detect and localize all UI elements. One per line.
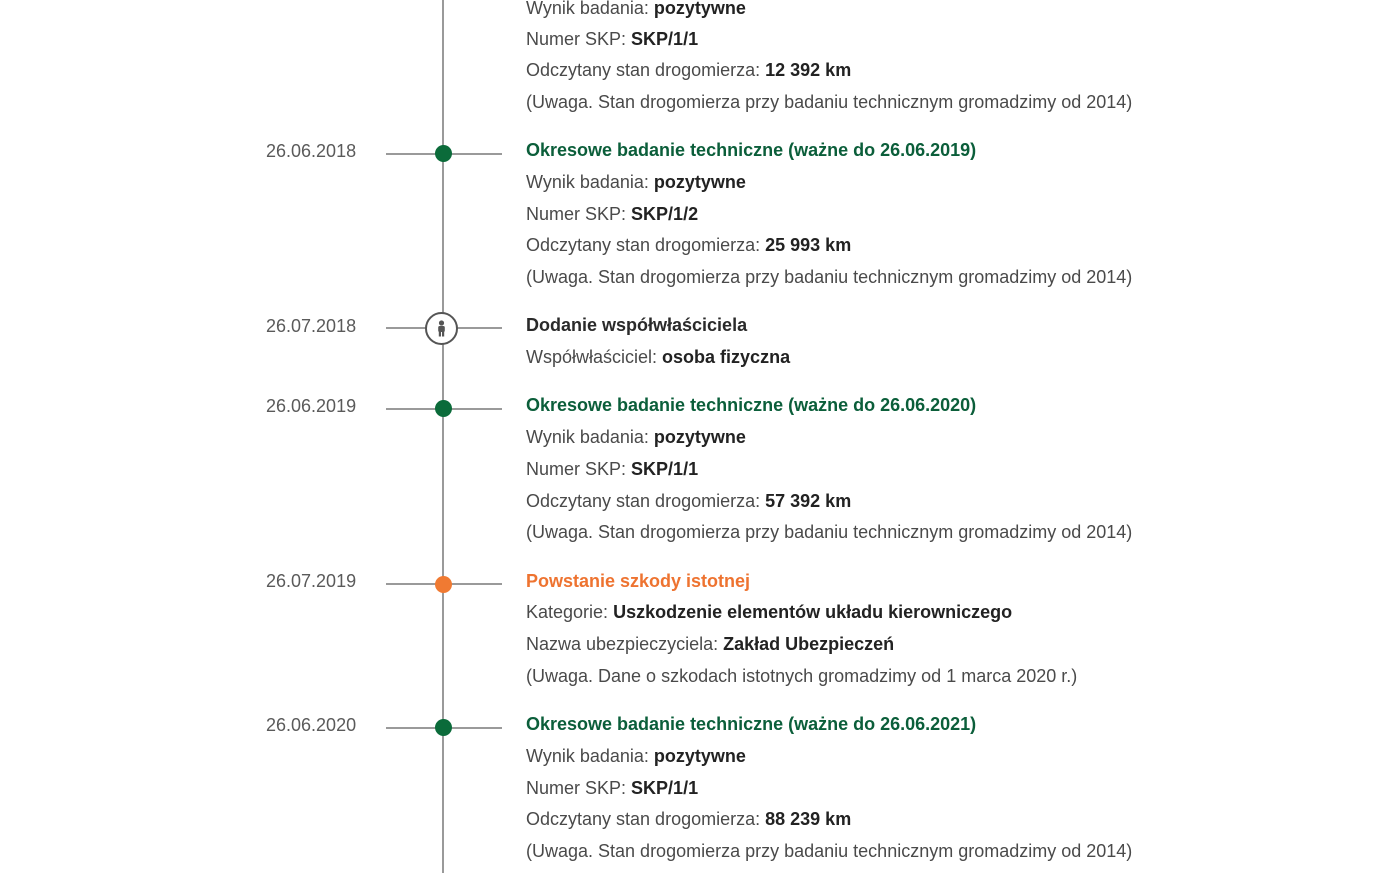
detail-line: Nazwa ubezpieczyciela: Zakład Ubezpieczeń xyxy=(526,634,895,654)
orange-dot-icon xyxy=(435,576,452,593)
detail-line: Odczytany stan drogomierza: 25 993 km xyxy=(526,235,852,255)
detail-line: Wynik badania: pozytywne xyxy=(526,0,746,18)
event-date: 26.06.2019 xyxy=(266,396,357,416)
detail-line: Wynik badania: pozytywne xyxy=(526,427,746,447)
event-date: 26.06.2018 xyxy=(266,141,357,161)
event-title: Dodanie współwłaściciela xyxy=(526,315,748,335)
event-date: 26.06.2020 xyxy=(266,715,357,735)
detail-line: Odczytany stan drogomierza: 12 392 km xyxy=(526,60,852,80)
note-text: (Uwaga. Stan drogomierza przy badaniu technicznym gromadzimy od 2014) xyxy=(526,841,1133,861)
detail-line: Numer SKP: SKP/1/1 xyxy=(526,29,699,49)
green-dot-icon xyxy=(435,719,452,736)
detail-line: Odczytany stan drogomierza: 88 239 km xyxy=(526,809,852,829)
detail-line: Numer SKP: SKP/1/2 xyxy=(526,204,699,224)
detail-line: Odczytany stan drogomierza: 57 392 km xyxy=(526,491,852,511)
event-title: Powstanie szkody istotnej xyxy=(526,571,751,591)
event-date: 26.07.2019 xyxy=(266,571,357,591)
note-text: (Uwaga. Stan drogomierza przy badaniu technicznym gromadzimy od 2014) xyxy=(526,267,1133,287)
timeline-axis xyxy=(442,0,444,873)
green-dot-icon xyxy=(435,400,452,417)
detail-line: Numer SKP: SKP/1/1 xyxy=(526,778,699,798)
detail-line: Kategorie: Uszkodzenie elementów układu kierowniczego xyxy=(526,602,1013,622)
event-date: 26.07.2018 xyxy=(266,316,357,336)
event-title: Okresowe badanie techniczne (ważne do 26.06.2019) xyxy=(526,140,977,160)
green-dot-icon xyxy=(435,145,452,162)
note-text: (Uwaga. Dane o szkodach istotnych gromadzimy od 1 marca 2020 r.) xyxy=(526,666,1078,686)
note-text: (Uwaga. Stan drogomierza przy badaniu technicznym gromadzimy od 2014) xyxy=(526,522,1133,542)
note-text: (Uwaga. Stan drogomierza przy badaniu technicznym gromadzimy od 2014) xyxy=(526,92,1133,112)
detail-line: Współwłaściciel: osoba fizyczna xyxy=(526,347,791,367)
detail-line: Wynik badania: pozytywne xyxy=(526,172,746,192)
detail-line: Numer SKP: SKP/1/1 xyxy=(526,459,699,479)
detail-line: Wynik badania: pozytywne xyxy=(526,746,746,766)
event-title: Okresowe badanie techniczne (ważne do 26.06.2020) xyxy=(526,395,977,415)
event-title: Okresowe badanie techniczne (ważne do 26.06.2021) xyxy=(526,714,977,734)
person-icon xyxy=(425,312,458,345)
